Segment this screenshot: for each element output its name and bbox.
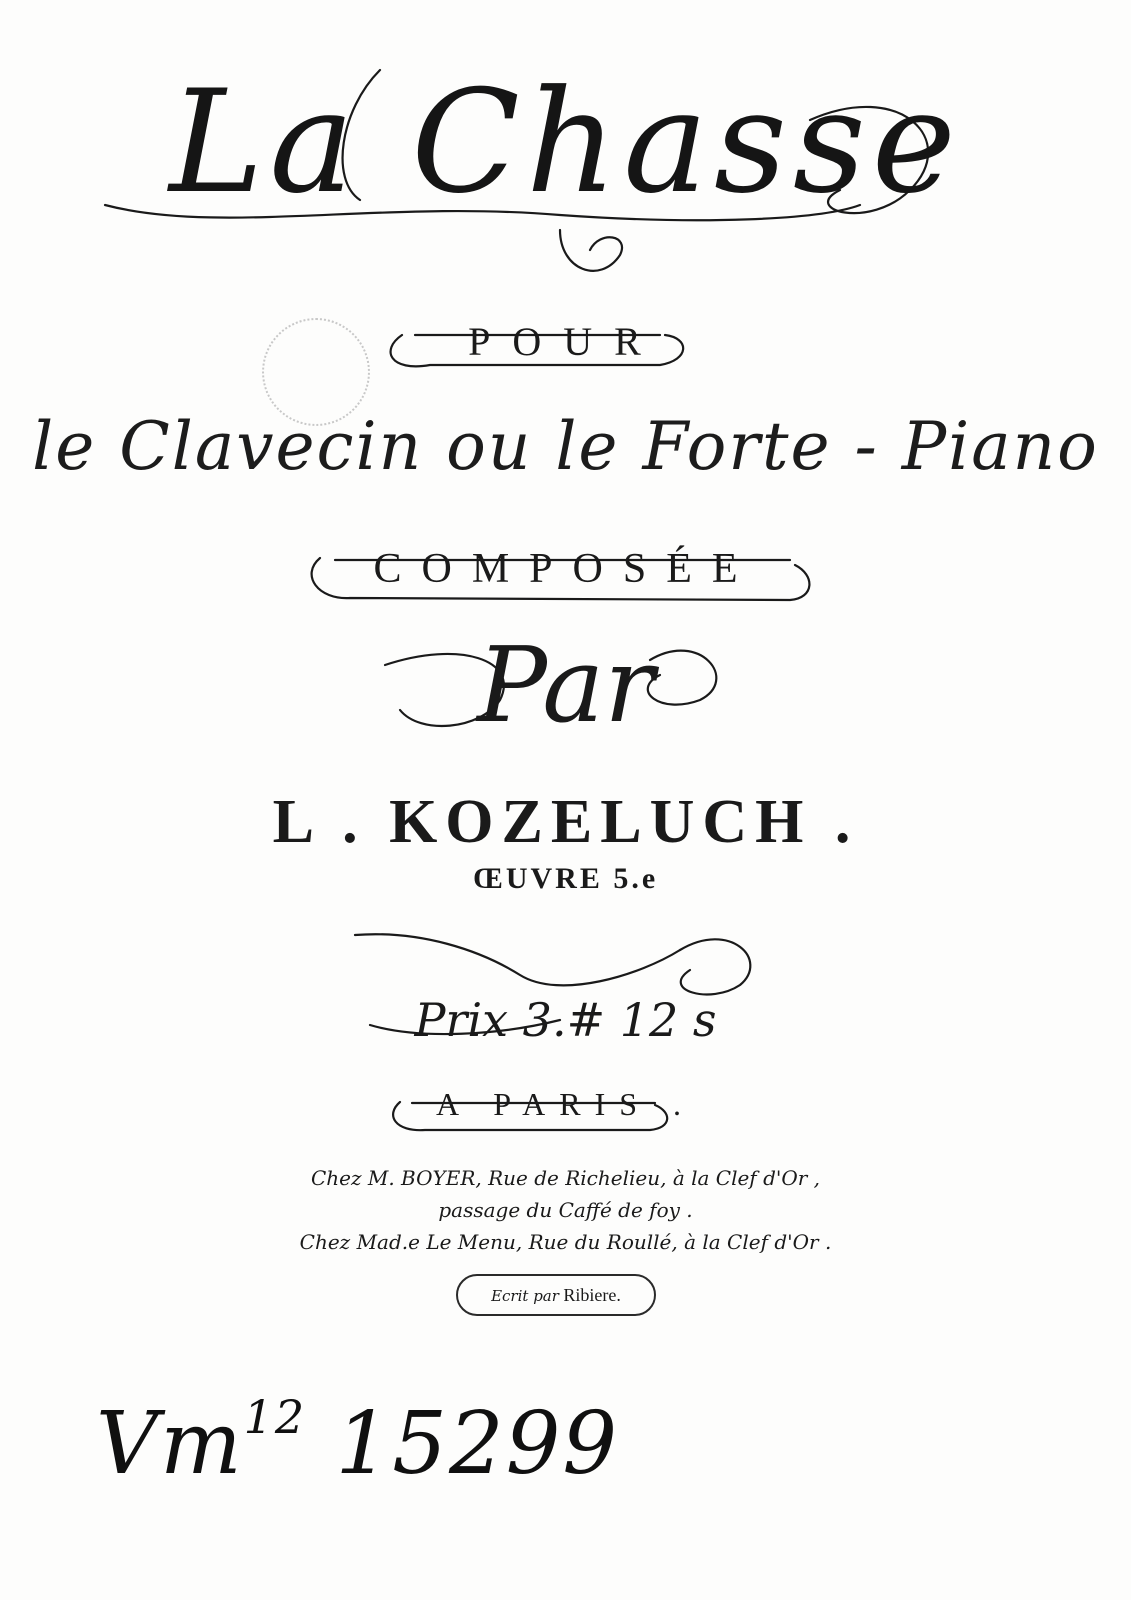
compose-heading: COMPOSÉE <box>373 546 758 592</box>
opus-number: ŒUVRE 5.e <box>472 862 659 895</box>
composer-name: L . KOZELUCH . <box>272 788 859 856</box>
engraver-cartouche <box>456 1274 656 1316</box>
publisher-address <box>0 1162 1131 1258</box>
price-line: Prix 3.# 12 s <box>414 993 717 1047</box>
city-heading: A PARIS . <box>435 1086 696 1122</box>
engraver-name: Ribiere. <box>563 1285 621 1305</box>
shelfmark-number: 15299 <box>335 1394 620 1494</box>
publisher-line: Chez M. BOYER, Rue de Richelieu, à la Clef d'Or , <box>310 1166 821 1190</box>
publisher-line: Chez Mad.e Le Menu, Rue du Roullé, à la Clef d'Or . <box>299 1230 832 1254</box>
pour-heading: POUR <box>468 319 663 364</box>
instrument-line: le Clavecin ou le Forte - Piano <box>32 408 1099 485</box>
shelfmark-superscript: 12 <box>243 1390 307 1444</box>
shelfmark <box>96 1390 619 1494</box>
publisher-line: passage du Caffé de foy . <box>438 1198 693 1222</box>
page-title: La Chasse <box>169 60 962 225</box>
par-line: Par <box>476 624 655 746</box>
shelfmark-prefix: Vm <box>96 1394 244 1494</box>
engraver-label: Ecrit par <box>491 1287 559 1305</box>
